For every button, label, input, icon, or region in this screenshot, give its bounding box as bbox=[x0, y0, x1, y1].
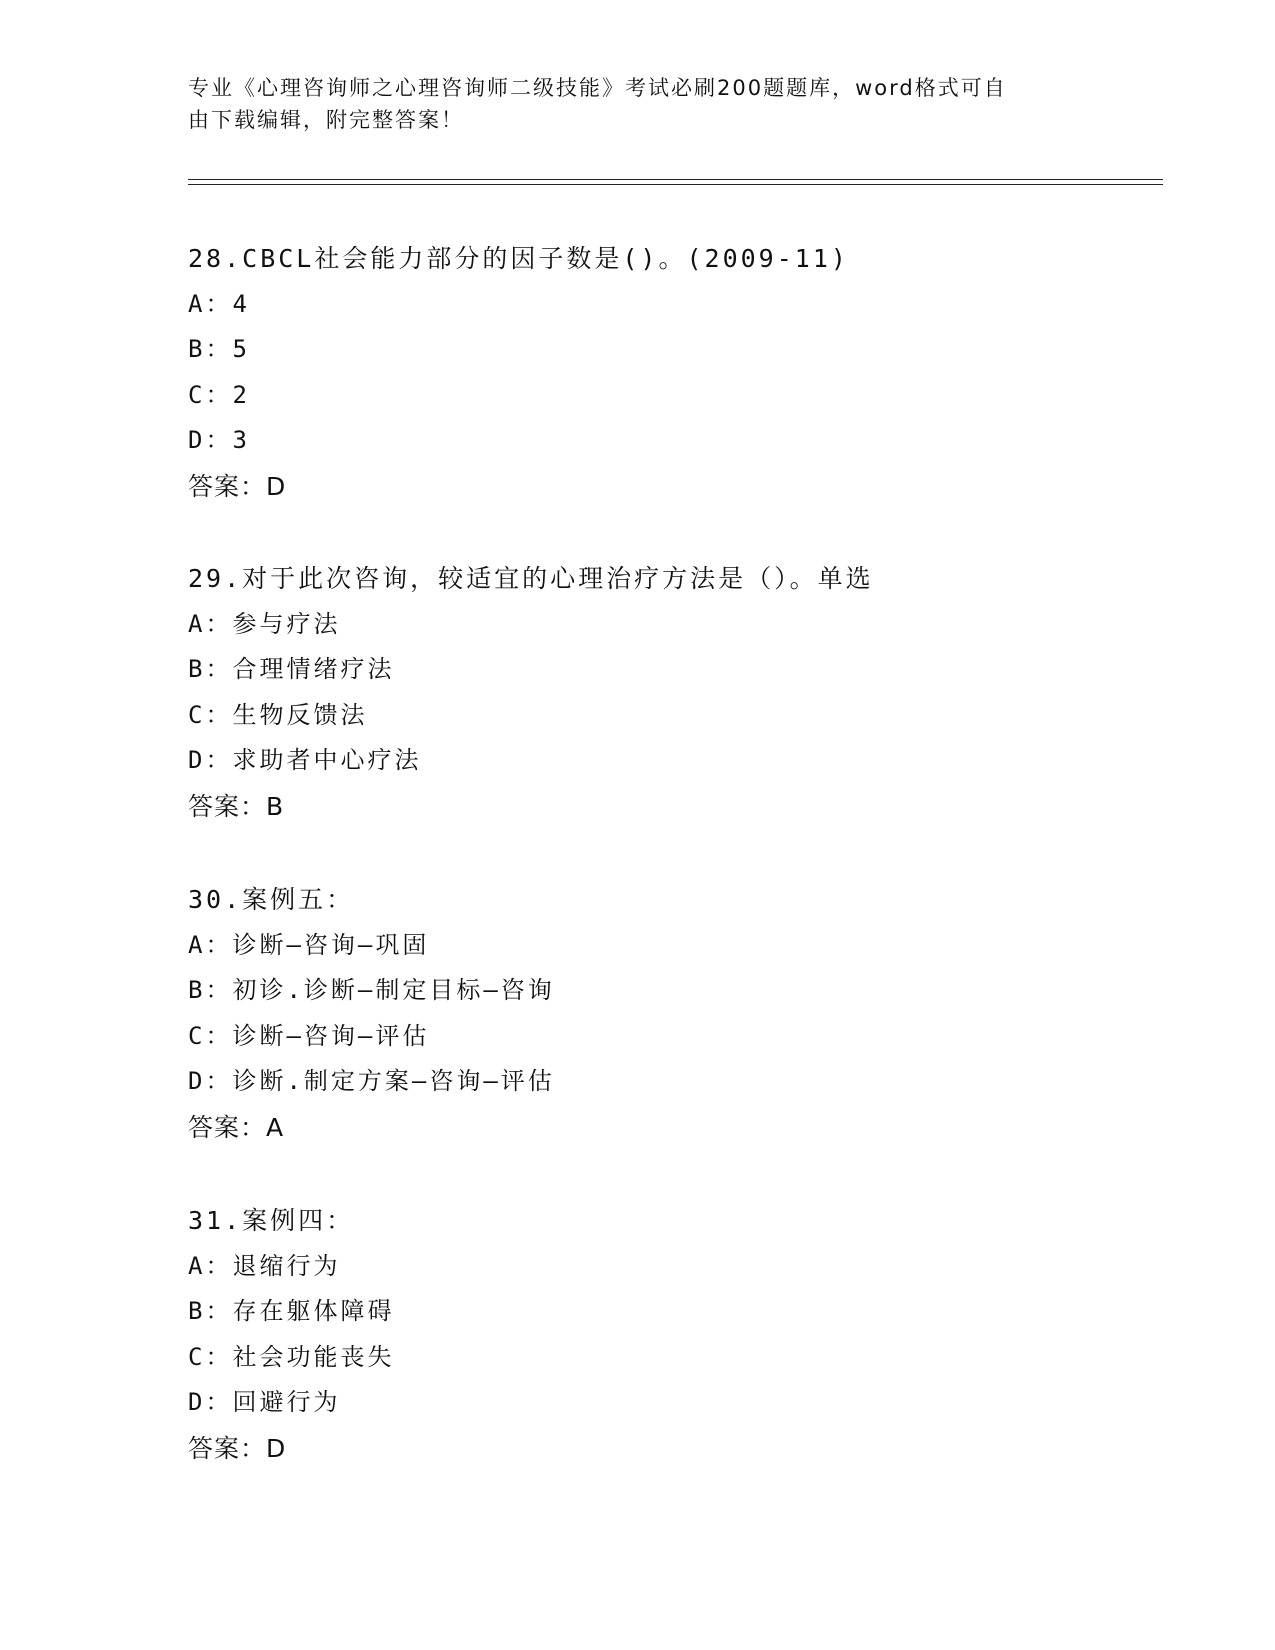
option-c: C：生物反馈法 bbox=[188, 700, 368, 729]
document-header bbox=[188, 72, 1068, 136]
answer-line: 答案：A bbox=[188, 1112, 285, 1142]
option-d: D：求助者中心疗法 bbox=[188, 746, 422, 774]
option-d: D：诊断.制定方案—咨询—评估 bbox=[188, 1067, 555, 1095]
header-divider-top bbox=[188, 179, 1163, 180]
option-c: C：诊断—咨询—评估 bbox=[188, 1021, 430, 1050]
answer-line: 答案：D bbox=[188, 1433, 287, 1463]
option-d: D：回避行为 bbox=[188, 1388, 341, 1416]
question-title: 30.案例五： bbox=[188, 885, 355, 914]
option-a: A：诊断—咨询—巩固 bbox=[188, 930, 430, 959]
header-line-1: 专业《心理咨询师之心理咨询师二级技能》考试必刷200题题库，word格式可自 bbox=[188, 76, 1007, 100]
option-a: A：4 bbox=[188, 289, 250, 318]
option-c: C：2 bbox=[188, 380, 250, 409]
question-title: 31.案例四： bbox=[188, 1206, 355, 1235]
option-c: C：社会功能丧失 bbox=[188, 1342, 395, 1371]
option-b: B：5 bbox=[188, 335, 250, 363]
question-title: 29.对于此次咨询，较适宜的心理治疗方法是（）。单选 bbox=[188, 564, 874, 593]
option-a: A：参与疗法 bbox=[188, 609, 341, 638]
question-31 bbox=[188, 1198, 1138, 1472]
option-b: B：存在躯体障碍 bbox=[188, 1297, 395, 1325]
question-title: 28.CBCL社会能力部分的因子数是()。(2009-11) bbox=[188, 244, 849, 273]
answer-line: 答案：D bbox=[188, 471, 287, 501]
question-29 bbox=[188, 556, 1138, 830]
option-d: D：3 bbox=[188, 426, 250, 454]
option-a: A：退缩行为 bbox=[188, 1251, 341, 1280]
header-divider-bottom bbox=[188, 184, 1163, 185]
option-b: B：初诊.诊断—制定目标—咨询 bbox=[188, 976, 555, 1004]
question-28 bbox=[188, 236, 1138, 510]
question-30 bbox=[188, 877, 1138, 1151]
answer-line: 答案：B bbox=[188, 791, 285, 821]
option-b: B：合理情绪疗法 bbox=[188, 655, 395, 683]
header-line-2: 由下载编辑，附完整答案！ bbox=[188, 108, 464, 132]
